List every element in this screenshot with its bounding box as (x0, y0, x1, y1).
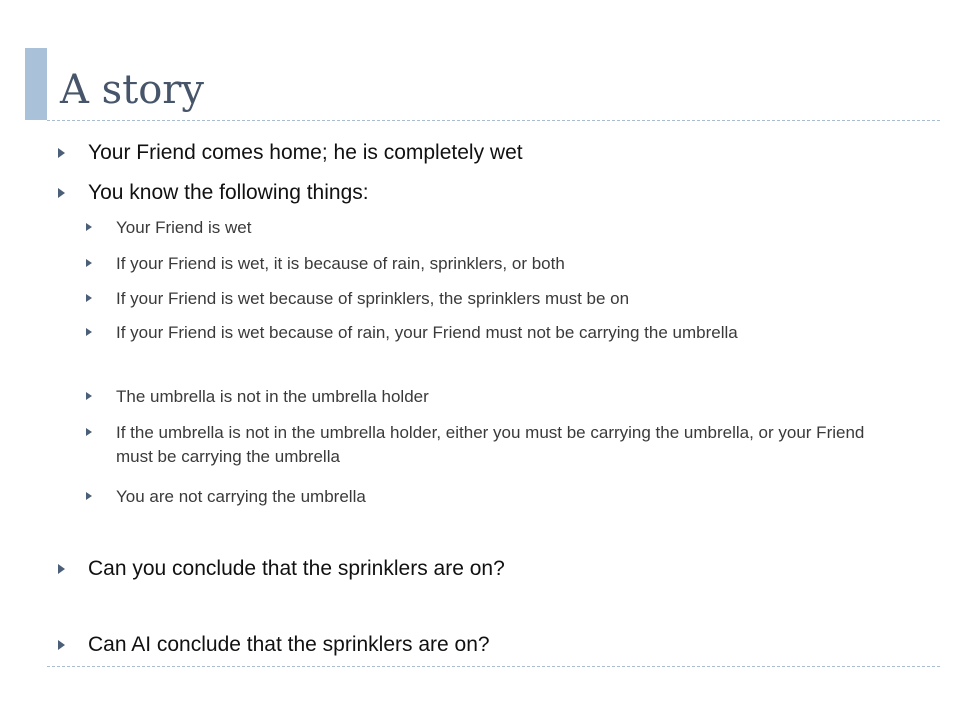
sub-bullet-text: If your Friend is wet, it is because of rain, sprinklers, or both (116, 254, 565, 273)
sub-bullet-text: If the umbrella is not in the umbrella holder, either you must be carrying the umbrella, or your Friend must be carrying the umbrella (116, 423, 865, 466)
triangle-bullet-icon (86, 294, 92, 302)
triangle-bullet-icon (86, 223, 92, 231)
triangle-bullet-icon (58, 564, 65, 574)
triangle-bullet-icon (86, 392, 92, 400)
triangle-bullet-icon (58, 188, 65, 198)
footer-divider (47, 666, 940, 667)
slide-title: A story (60, 67, 205, 113)
bullet-text: Can AI conclude that the sprinklers are on? (88, 633, 490, 656)
bullet-text: Your Friend comes home; he is completely wet (88, 141, 523, 164)
triangle-bullet-icon (58, 148, 65, 158)
sub-bullet-text: If your Friend is wet because of rain, your Friend must not be carrying the umbrella (116, 323, 738, 342)
title-accent-bar (25, 48, 47, 120)
triangle-bullet-icon (86, 428, 92, 436)
sub-bullet-text: Your Friend is wet (116, 218, 252, 237)
bullet-text: You know the following things: (88, 181, 369, 204)
triangle-bullet-icon (86, 259, 92, 267)
triangle-bullet-icon (58, 640, 65, 650)
title-divider (47, 120, 940, 121)
triangle-bullet-icon (86, 328, 92, 336)
sub-bullet-text: If your Friend is wet because of sprinklers, the sprinklers must be on (116, 289, 630, 308)
bullet-text: Can you conclude that the sprinklers are on? (88, 557, 505, 580)
sub-bullet-text: You are not carrying the umbrella (116, 487, 366, 506)
sub-bullet-text: The umbrella is not in the umbrella holder (116, 387, 429, 406)
triangle-bullet-icon (86, 492, 92, 500)
